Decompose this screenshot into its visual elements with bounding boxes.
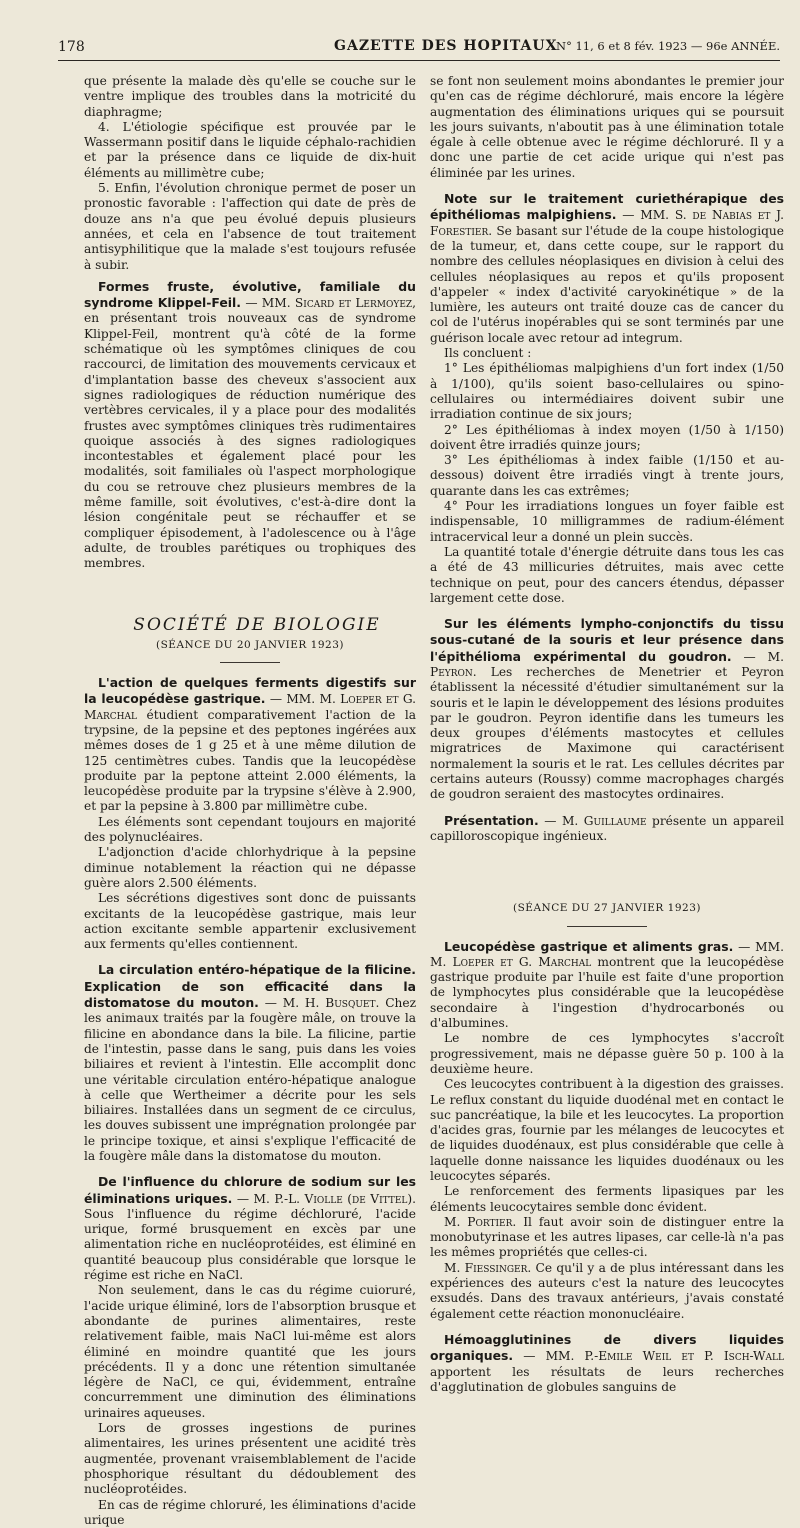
article-title: Sur les éléments lympho-conjonctifs du tissu sous-cutané de la souris et leur présence dans l'épithélioma expérimental du goudron. xyxy=(430,616,784,664)
article-text: étudient comparativement l'action de la trypsine, de la pepsine et des peptones ingérées aux mêmes doses de 1 g 25 et à une même dilution de 125 centimètres cubes. Tandis que la leucopédèse produite par la peptone atteint 2.000 éléments, la leucopédèse produite par la trypsine s'élève à 2.900, et par la pepsine à 3.800 par millimètre cube. xyxy=(84,707,417,814)
paragraph: Ces leucocytes contribuent à la digestion des graisses. Le reflux constant du liquide duodénal met en contact le suc pancréatique, la bile et les leucocytes. La proportion d'acides gras, fournie par les mélanges de leucocytes et de liquides duodénaux, est plus considérable que celle à laquelle donne naissance les liquides duodénaux ou les leucocytes séparés. xyxy=(430,1077,784,1183)
paragraph: En cas de régime chloruré, les éliminations d'acide urique xyxy=(84,1497,416,1527)
paragraph: 1° Les épithéliomas malpighiens d'un fort index (1/50 à 1/100), qu'ils soient baso-cellulaires ou spino-cellulaires ou intermédiaires doivent subir une irradiation continue de six jours; xyxy=(430,361,784,422)
comment-text: Ce qu'il y a de plus intéressant dans les expériences des auteurs c'est la nature des leucocytes exsudés. Dans des travaux antérieurs, j'avais constaté également cette réaction mononucléaire. xyxy=(430,1260,785,1321)
article-hemoagglutinines xyxy=(430,1332,784,1395)
article-title: Leucopédèse gastrique et aliments gras. xyxy=(444,938,734,954)
article-text: montrent que la leucopédèse gastrique produite par l'huile est faite d'une proportion de lymphocytes plus considérable que la leucopédèse secondaire à l'ingestion d'hydrocarbonés ou d'albumines. xyxy=(430,954,785,1031)
article-title: Présentation. xyxy=(444,812,539,828)
article-authors: — M. P.-L. Violle (de Vittel). xyxy=(236,1191,416,1206)
article-curietherapie xyxy=(430,191,784,346)
comment-author: M. Fiessinger. xyxy=(444,1260,532,1275)
article-text: Chez les animaux traités par la fougère mâle, on trouve la filicine en abondance dans la bile. La filicine, partie de l'intestin, passe dans le sang, puis dans les voies biliaires et revient à l'intestin. Elle accomplit donc une véritable circulation entéro-hépatique analogue à celle que Wertheimer a décrite pour les sels biliaires. Installées dans un segment de ce circulus, les douves subissent une imprégnation prolongée par le principe toxique, et ainsi s'explique l'efficacité de la fougère mâle dans la distomatose du mouton. xyxy=(84,996,417,1163)
paragraph xyxy=(430,1215,784,1261)
paragraph: Non seulement, dans le cas du régime cuioruré, l'acide urique éliminé, lors de l'absorption brusque et abondante de purines alimentaires, reste relativement faible, mais NaCl lui-même est alors éliminé en moindre quantité que les jours précédents. Il y a donc une rétention simultanée légère de NaCl, ce qui, évidemment, entraîne concurremment une diminution des éliminations urinaires aqueuses. xyxy=(84,1283,416,1420)
header-rule xyxy=(58,60,780,61)
article-title: Hémoagglutinines de divers liquides organiques. xyxy=(430,1331,784,1364)
paragraph xyxy=(430,1261,784,1322)
paragraph: Les sécrétions digestives sont donc de puissants excitants de la leucopédèse gastrique, mais leur action excitante semble appartenir exclusivement aux ferments qu'elles contiennent. xyxy=(84,891,416,952)
paragraph: Le nombre de ces lymphocytes s'accroît progressivement, mais ne dépasse guère 50 p. 100 à la deuxième heure. xyxy=(430,1031,784,1076)
article-klippel-feil xyxy=(84,279,416,572)
paragraph: que présente la malade dès qu'elle se couche sur le ventre implique des troubles dans la motricité du diaphragme; xyxy=(84,74,416,119)
paragraph: La quantité totale d'énergie détruite dans tous les cas a été de 43 millicuries détruites, mais avec cette technique on peut, pour des cancers étendus, dépasser largement cette dose. xyxy=(430,544,784,605)
journal-title: GAZETTE DES HOPITAUX xyxy=(334,38,558,54)
article-authors: — MM. M. Loeper et G. Marchal xyxy=(430,939,785,969)
paragraph: Ils concluent : xyxy=(444,346,532,361)
article-chlorure xyxy=(84,1174,416,1283)
paragraph: Lors de grosses ingestions de purines alimentaires, les urines présentent une acidité très augmentée, provenant vraisemblablement de l'acide phosphorique résultant du dédoublement des nucléoprotéides. xyxy=(84,1421,416,1497)
right-column xyxy=(430,74,784,1395)
article-authors: — M. H. Busquet. xyxy=(264,996,380,1011)
article-authors: — MM. P.-Emile Weil et P. Isch-Wall xyxy=(523,1349,784,1364)
article-title: L'action de quelques ferments digestifs sur la leucopédèse gastrique. xyxy=(84,675,416,707)
paragraph: Le renforcement des ferments lipasiques par les éléments leucocytaires semble donc évident. xyxy=(430,1184,784,1214)
article-title: Note sur le traitement curiethérapique des épithéliomas malpighiens. xyxy=(430,191,784,223)
article-aliments-gras xyxy=(430,939,784,1032)
article-text: Sous l'influence du régime déchloruré, l'acide urique, formé brusquement en excès par une alimentation riche en nucléoprotéides, est éliminé en quantité beaucoup plus considérable que lorsque le régime est riche en NaCl. xyxy=(84,1206,416,1283)
paragraph: 5. Enfin, l'évolution chronique permet de poser un pronostic favorable : l'affection qui date de près de douze ans n'a que peu évolué depuis plusieurs années, et cela en l'absence de tout traitement antisyphilitique que la malade s'est toujours refusée à subir. xyxy=(84,181,416,272)
article-text: Se basant sur l'étude de la coupe histologique de la tumeur, et, dans cette coupe, sur le rapport du nombre des cellules néoplasiques en division à celui des cellules néoplasiques au repos et qu'ils proposent d'appeler « index d'activité caryokinétique » de la lumière, les auteurs ont traité douze cas de cancer du col de l'utérus inopérables qui se sont terminés par une guérison locale avec retour ad integrum. xyxy=(430,223,784,345)
section-divider xyxy=(567,926,647,927)
article-filicine xyxy=(84,962,416,1164)
session-date: (SÉANCE DU 20 JANVIER 1923) xyxy=(155,638,344,651)
article-ferments xyxy=(84,675,416,815)
section-divider xyxy=(220,662,280,663)
comment-text: Il faut avoir soin de distinguer entre la monobutyrinase et les autres lipases, car celle-là n'a pas les mêmes propriétés que celles-ci. xyxy=(430,1214,784,1260)
page-number: 178 xyxy=(58,39,85,55)
paragraph: Les éléments sont cependant toujours en majorité des polynucléaires. xyxy=(84,814,416,845)
paragraph: L'adjonction d'acide chlorhydrique à la pepsine diminue notablement la réaction qui ne dépasse guère alors 2.500 éléments. xyxy=(84,845,416,890)
article-authors: — M. Peyron. xyxy=(430,649,784,679)
article-authors: — MM. Sicard et Lermoyez, xyxy=(245,296,417,311)
article-title: De l'influence du chlorure de sodium sur les éliminations uriques. xyxy=(84,1174,416,1206)
left-column xyxy=(84,74,416,1528)
article-text: apportent les résultats de leurs recherches d'agglutination de globules sanguins de xyxy=(430,1364,784,1394)
article-title: La circulation entéro-hépatique de la filicine. Explication de son efficacité dans la distomatose du mouton. xyxy=(84,962,416,1011)
article-lympho-conjonctifs xyxy=(430,616,784,803)
issue-info: N° 11, 6 et 8 fév. 1923 — 96e ANNÉE. xyxy=(556,39,780,53)
paragraph: 2° Les épithéliomas à index moyen (1/50 à 1/150) doivent être irradiés quinze jours; xyxy=(430,422,784,452)
article-text: en présentant trois nouveaux cas de syndrome Klippel-Feil, montrent qu'à côté de la forme schématique où les symptômes cliniques de cou raccourci, de limitation des mouvements cervicaux et d'implantation basse des cheveux s'associent aux signes radiologiques de réduction numérique des vertèbres cervicales, il y a place pour des modalités frustes avec symptômes cliniques très rudimentaires quoique associés à des signes radiologiques incontestables et également placé pour les modalités, soit familiales où l'aspect morphologique du cou se retrouve chez plusieurs membres de la même famille, soit évolutives, c'est-à-dire dont la lésion congénitale peut se réchauffer et se compliquer épisodement, à l'adolescence ou à l'âge adulte, de troubles parétiques ou trophiques des membres. xyxy=(84,311,416,571)
session-date: (SÉANCE DU 27 JANVIER 1923) xyxy=(512,902,701,915)
article-authors: — MM. S. de Nabias et J. Forestier. xyxy=(430,208,784,238)
page-header xyxy=(58,33,780,59)
spacer xyxy=(430,844,784,896)
society-heading: SOCIÉTÉ DE BIOLOGIE xyxy=(133,614,381,635)
article-authors: — M. Guillaume xyxy=(544,813,647,828)
article-text: présente un appareil capilloroscopique ingénieux. xyxy=(430,813,785,843)
article-text: Les recherches de Menetrier et Peyron établissent la nécessité d'étudier simultanément sur la souris et le lapin le développement des lésions produites par le goudron. Peyron identifie dans les tumeurs les deux groupes d'éléments mastocytes et cellules migratrices de Maximone qui caractérisent normalement la souris et le rat. Les cellules décrites par certains auteurs (Roussy) comme macrophages chargés de goudron seraient des mastocytes ordinaires. xyxy=(430,664,785,802)
paragraph: 3° Les épithéliomas à index faible (1/150 et au-dessous) doivent être irradiés vingt à trente jours, quarante dans les cas extrêmes; xyxy=(430,453,784,498)
comment-author: M. Portier. xyxy=(444,1214,517,1229)
article-presentation xyxy=(430,813,784,845)
article-title: Formes fruste, évolutive, familiale du syndrome Klippel-Feil. xyxy=(84,278,416,311)
paragraph: 4° Pour les irradiations longues un foyer faible est indispensable, 10 milligrammes de radium-élément intracervical leur a donné un plein succès. xyxy=(430,499,784,544)
article-authors: — MM. M. Loeper et G. Marchal xyxy=(84,692,417,722)
paragraph: 4. L'étiologie spécifique est prouvée par le Wassermann positif dans le liquide céphalo-rachidien et par la présence dans ce liquide de dix-huit éléments au millimètre cube; xyxy=(84,119,416,180)
paragraph: se font non seulement moins abondantes le premier jour qu'en cas de régime déchloruré, mais encore la légère augmentation des éliminations uriques qui se poursuit les jours suivants, n'aboutit pas à une élimination totale égale à celle obtenue avec le régime déchloruré. Il y a donc une partie de cet acide urique qui n'est pas éliminée par les urines. xyxy=(430,74,784,180)
